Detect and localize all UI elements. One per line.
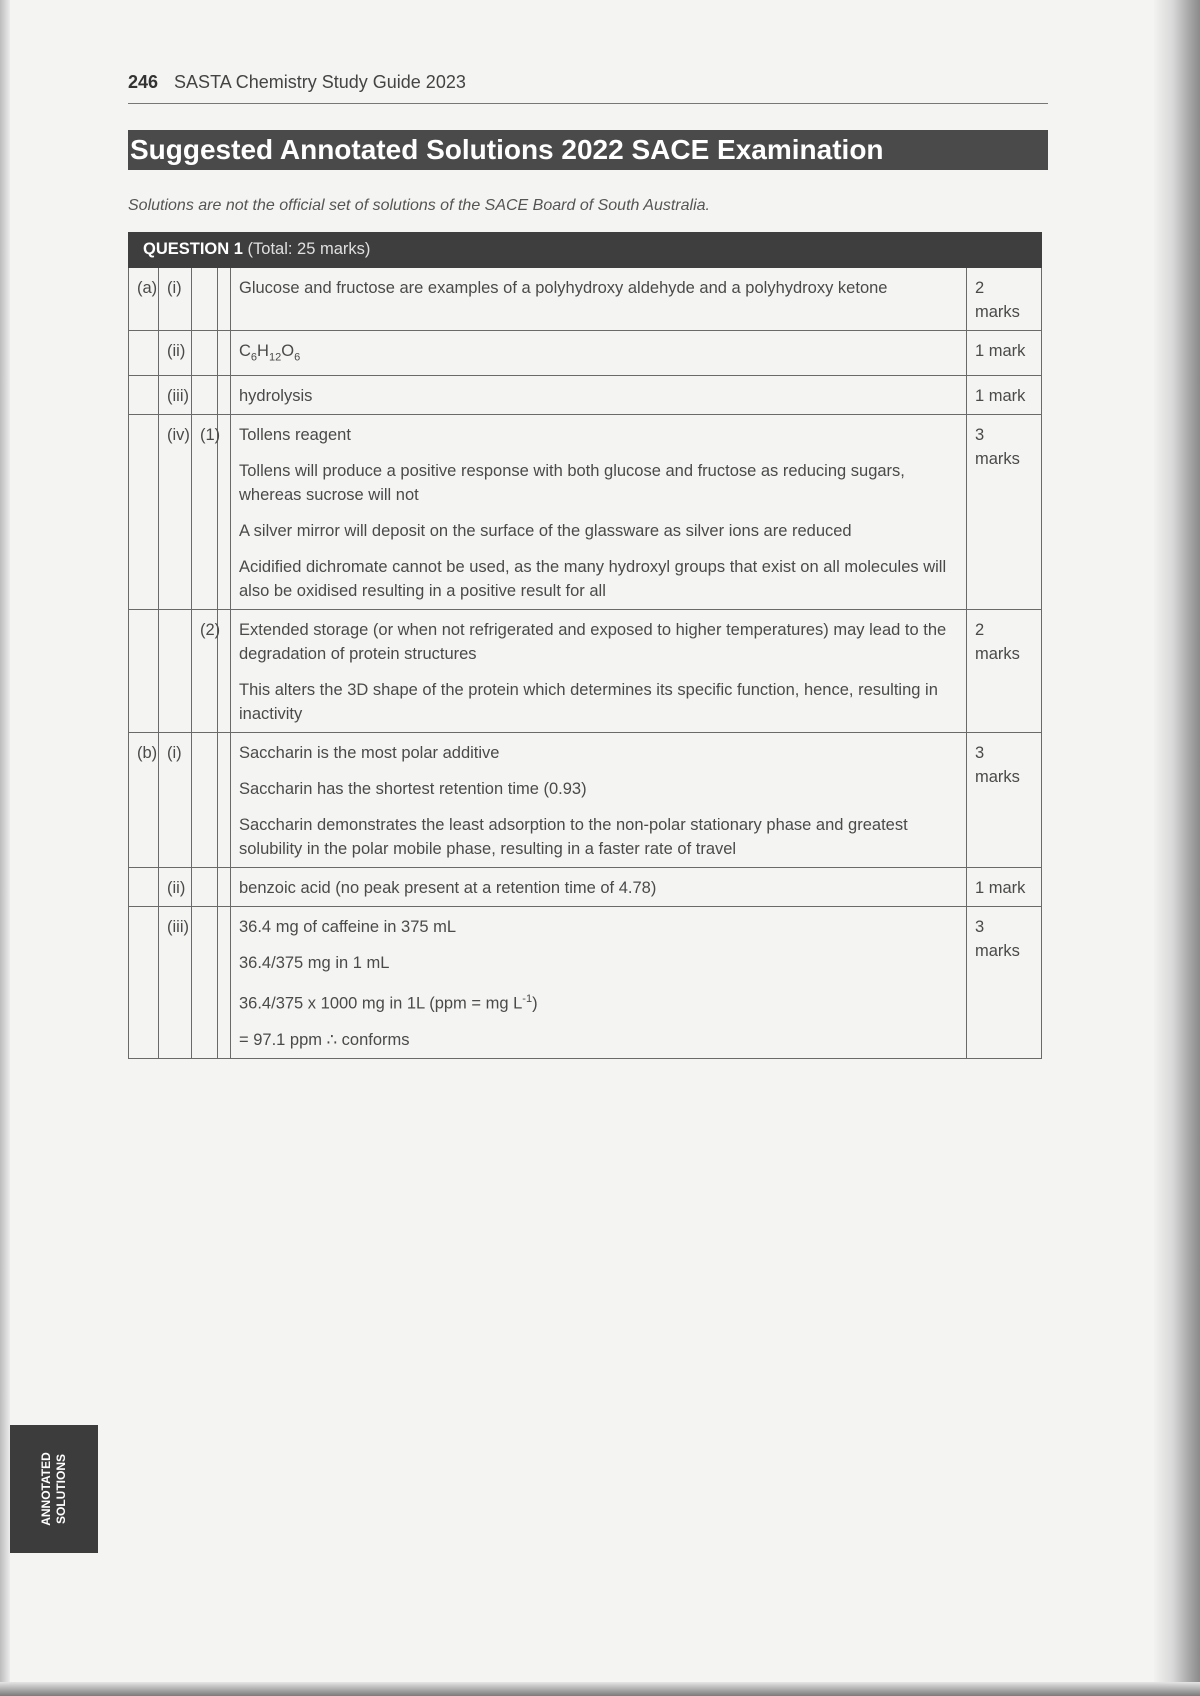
marks-cell: 2 marks bbox=[967, 610, 1042, 733]
answer-line: A silver mirror will deposit on the surface of the glassware as silver ions are reduced bbox=[239, 522, 852, 541]
answer-line: hydrolysis bbox=[239, 387, 313, 406]
solutions-table bbox=[128, 232, 1042, 1059]
table-row bbox=[129, 331, 1042, 376]
page-number: 246 bbox=[128, 72, 159, 92]
answer-line: Glucose and fructose are examples of a polyhydroxy aldehyde and a polyhydroxy ketone bbox=[239, 279, 888, 297]
part-label bbox=[129, 376, 159, 415]
answer-line: 36.4/375 mg in 1 mL bbox=[239, 954, 390, 973]
subsub-label: (1) bbox=[192, 415, 218, 610]
table-row bbox=[129, 268, 1042, 331]
answer-cell bbox=[231, 331, 967, 376]
part-label bbox=[129, 907, 159, 1059]
part-label bbox=[129, 610, 159, 733]
subsub-label: (2) bbox=[192, 610, 218, 733]
chemical-formula: $C_6H_{12}O_6$ bbox=[239, 342, 301, 364]
marks-cell: 1 mark bbox=[967, 868, 1042, 907]
page-binding-shadow bbox=[1154, 0, 1200, 1696]
answer-line: Tollens reagent bbox=[239, 426, 351, 445]
answer-line: Acidified dichromate cannot be used, as the many hydroxyl groups that exist on all molecules will also be oxidised resulting in a positive result for all bbox=[239, 558, 947, 601]
answer-cell bbox=[231, 415, 967, 610]
gap-cell bbox=[218, 907, 231, 1059]
page-bottom-edge bbox=[0, 1682, 1200, 1696]
table-row bbox=[129, 868, 1042, 907]
subsub-label bbox=[192, 331, 218, 376]
gap-cell bbox=[218, 733, 231, 868]
side-tab-text: ANNOTATED SOLUTIONS bbox=[38, 1452, 68, 1526]
answer-cell bbox=[231, 376, 967, 415]
part-label bbox=[129, 415, 159, 610]
answer-line-final: = 97.1 ppm ∴ conforms bbox=[239, 1030, 410, 1049]
answer-line: Saccharin has the shortest retention time (0.93) bbox=[239, 780, 587, 799]
running-head bbox=[128, 72, 1048, 104]
part-label bbox=[129, 868, 159, 907]
marks-cell: 3 marks bbox=[967, 415, 1042, 610]
page-left-edge bbox=[0, 0, 10, 1696]
subsub-label bbox=[192, 868, 218, 907]
marks-cell: 3 marks bbox=[967, 907, 1042, 1059]
answer-line: benzoic acid (no peak present at a retention time of 4.78) bbox=[239, 879, 657, 898]
marks-cell: 1 mark bbox=[967, 331, 1042, 376]
sub-label: (i) bbox=[159, 268, 192, 331]
running-head-title: SASTA Chemistry Study Guide 2023 bbox=[174, 72, 466, 92]
gap-cell bbox=[218, 376, 231, 415]
sub-label: (ii) bbox=[159, 868, 192, 907]
answer-line: This alters the 3D shape of the protein which determines its specific function, hence, resulting in inactivity bbox=[239, 681, 938, 724]
table-row bbox=[129, 907, 1042, 1059]
sub-label: (ii) bbox=[159, 331, 192, 376]
answer-line: 36.4 mg of caffeine in 375 mL bbox=[239, 918, 457, 937]
gap-cell bbox=[218, 268, 231, 331]
section-side-tab bbox=[10, 1425, 98, 1553]
subsub-label bbox=[192, 733, 218, 868]
marks-cell: 3 marks bbox=[967, 733, 1042, 868]
table-row bbox=[129, 376, 1042, 415]
answer-cell bbox=[231, 733, 967, 868]
answer-line: Saccharin is the most polar additive bbox=[239, 744, 500, 763]
sub-label: (iii) bbox=[159, 376, 192, 415]
marks-cell: 2 marks bbox=[967, 268, 1042, 331]
subsub-label bbox=[192, 376, 218, 415]
answer-line-unit: 36.4/375 x 1000 mg in 1L (ppm = mg $L^{-1}$) bbox=[239, 993, 538, 1013]
table-row bbox=[129, 733, 1042, 868]
part-label bbox=[129, 331, 159, 376]
question-header-row bbox=[129, 233, 1042, 268]
table-row bbox=[129, 415, 1042, 610]
part-label: (a) bbox=[129, 268, 159, 331]
answer-cell bbox=[231, 868, 967, 907]
sub-label bbox=[159, 610, 192, 733]
sub-label: (iv) bbox=[159, 415, 192, 610]
gap-cell bbox=[218, 868, 231, 907]
disclaimer: Solutions are not the official set of solutions of the SACE Board of South Australia. bbox=[128, 197, 710, 214]
subsub-label bbox=[192, 268, 218, 331]
question-label: QUESTION 1 bbox=[143, 240, 243, 258]
table-row bbox=[129, 610, 1042, 733]
question-header bbox=[129, 233, 1042, 268]
answer-cell bbox=[231, 610, 967, 733]
answer-cell bbox=[231, 268, 967, 331]
sub-label: (iii) bbox=[159, 907, 192, 1059]
subsub-label bbox=[192, 907, 218, 1059]
marks-cell: 1 mark bbox=[967, 376, 1042, 415]
part-label: (b) bbox=[129, 733, 159, 868]
question-total: (Total: 25 marks) bbox=[247, 240, 371, 258]
section-title: Suggested Annotated Solutions 2022 SACE Examination bbox=[128, 130, 1048, 170]
sub-label: (i) bbox=[159, 733, 192, 868]
answer-line: Tollens will produce a positive response with both glucose and fructose as reducing sugars, whereas sucrose will not bbox=[239, 462, 905, 505]
gap-cell bbox=[218, 331, 231, 376]
answer-cell bbox=[231, 907, 967, 1059]
answer-line: Saccharin demonstrates the least adsorption to the non-polar stationary phase and greatest solubility in the polar mobile phase, resulting in a faster rate of travel bbox=[239, 816, 908, 859]
answer-line: Extended storage (or when not refrigerated and exposed to higher temperatures) may lead to the degradation of protein structures bbox=[239, 621, 947, 664]
